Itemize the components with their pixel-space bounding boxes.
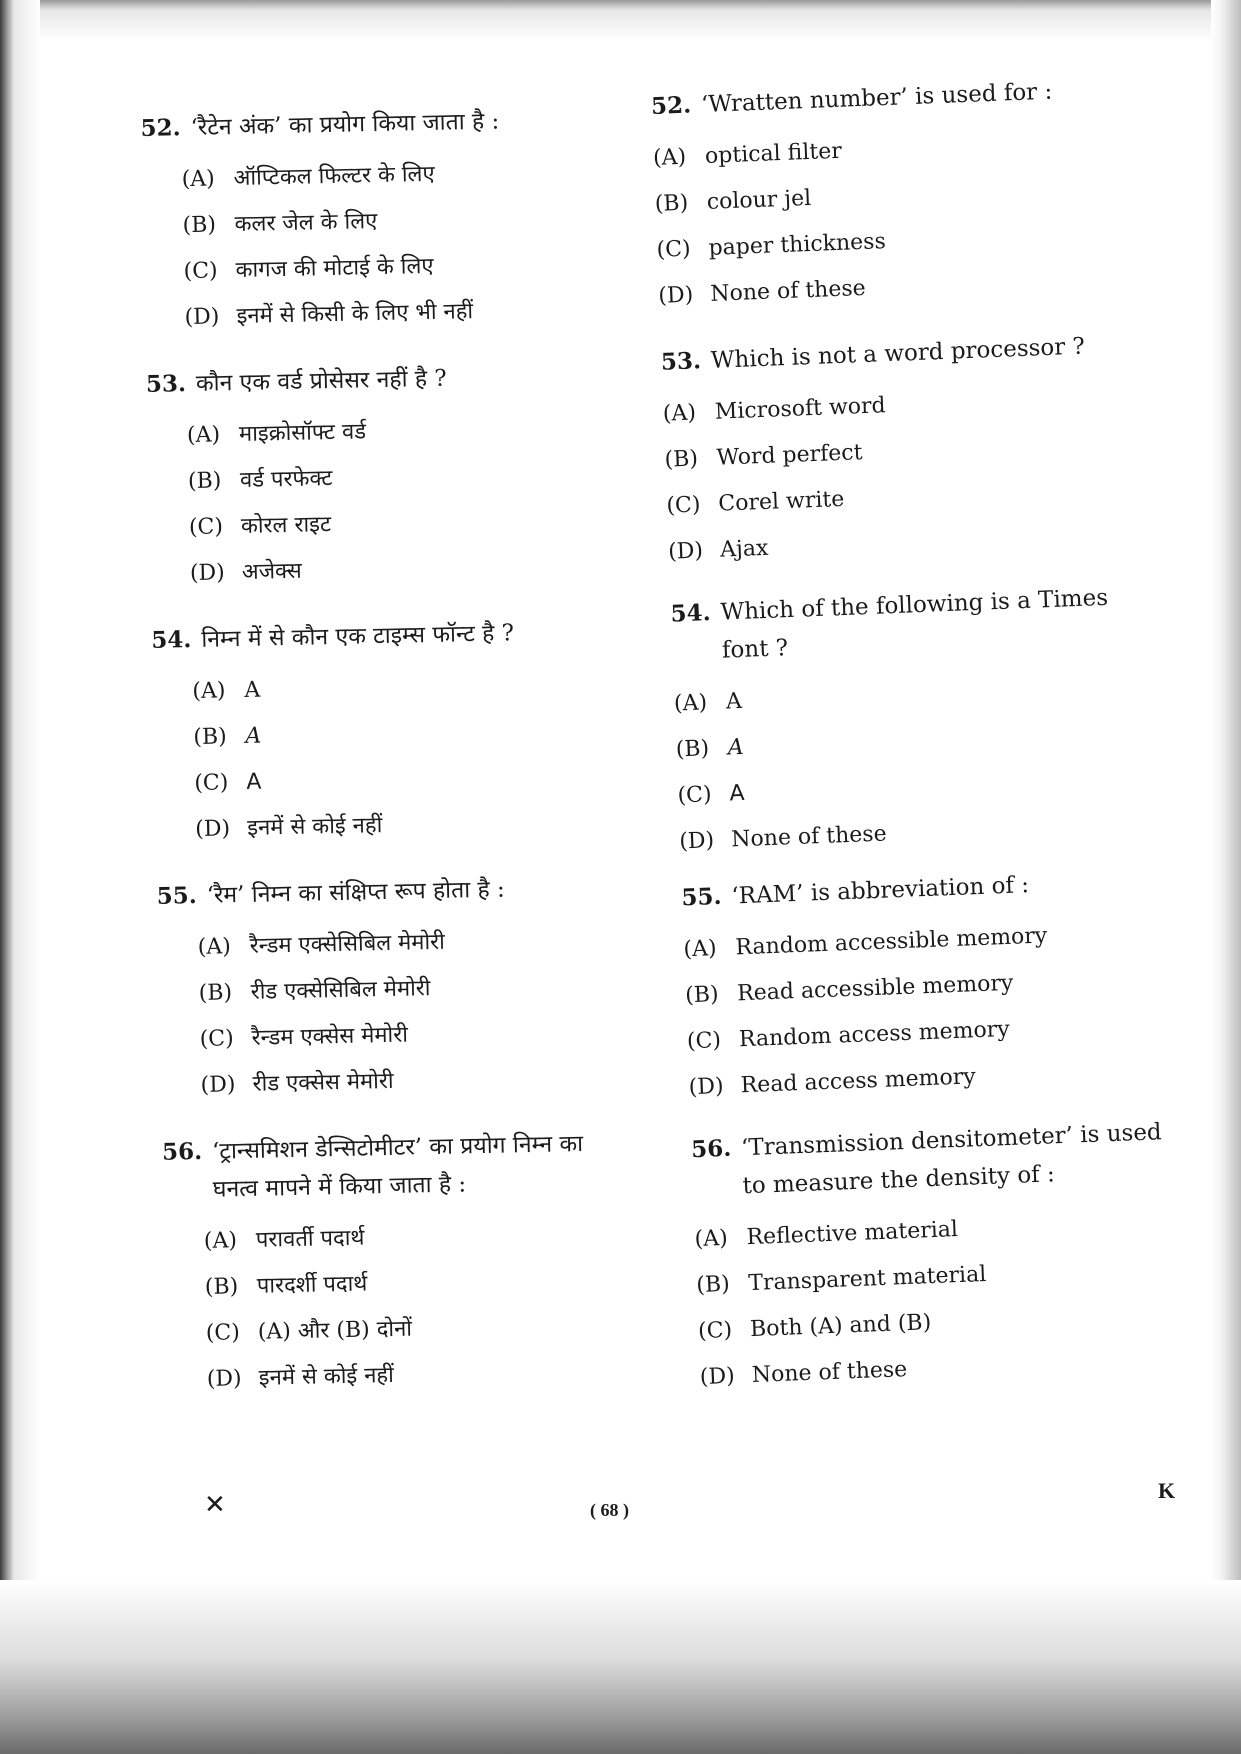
option: (B) A — [675, 734, 745, 763]
question-text: ‘ट्रान्समिशन डेन्सिटोमीटर’ का प्रयोग निम्न का घनत्व मापने में किया जाता है : — [211, 1130, 584, 1203]
option: (B) colour jel — [654, 185, 812, 217]
option: (A) A — [673, 688, 743, 717]
option: (C) paper thickness — [656, 229, 887, 263]
question-number: 56. — [690, 1134, 732, 1164]
question-number: 56. — [161, 1137, 203, 1166]
option: (A) Microsoft word — [662, 393, 887, 427]
question-number: 52. — [140, 114, 181, 142]
option: (D) इनमें से किसी के लिए भी नहीं — [184, 299, 474, 331]
hindi-question-52 — [140, 101, 595, 332]
question-text: ‘रैम’ निम्न का संक्षिप्त रूप होता है : — [206, 876, 506, 909]
option: (A) ऑप्टिकल फिल्टर के लिए — [181, 161, 435, 193]
question-text: ‘Wratten number’ is used for : — [700, 78, 1053, 119]
option: (D) None of these — [678, 821, 888, 855]
english-question-55 — [681, 861, 1179, 1102]
option: (C) (A) और (B) दोनों — [205, 1316, 413, 1346]
question-text: ‘Transmission densitometer’ is used to measure the density of : — [740, 1119, 1163, 1200]
option: (D) Read access memory — [688, 1064, 977, 1101]
english-question-52 — [650, 69, 1148, 310]
question-number: 55. — [156, 881, 197, 910]
question-text: निम्न में से कौन एक टाइम्स फॉन्ट है ? — [201, 620, 515, 653]
option: (D) अजेक्स — [189, 558, 303, 587]
english-question-54 — [670, 577, 1170, 856]
question-text: कौन एक वर्ड प्रोसेसर नहीं है ? — [195, 365, 447, 397]
option: (C) Both (A) and (B) — [697, 1310, 932, 1345]
option: (A) Reflective material — [694, 1217, 959, 1253]
option: (B) Transparent material — [695, 1261, 987, 1299]
option: (C) रैन्डम एक्सेस मेमोरी — [199, 1022, 409, 1052]
option: (C) Corel write — [665, 486, 845, 519]
option: (B) कलर जेल के लिए — [182, 209, 378, 239]
question-number: 52. — [650, 91, 692, 120]
question-number: 54. — [151, 626, 192, 654]
english-question-53 — [660, 325, 1158, 566]
option: (B) रीड एक्सेसिबिल मेमोरी — [198, 976, 431, 1006]
hindi-question-54 — [151, 612, 606, 843]
option: (D) None of these — [657, 275, 867, 309]
option: (A) रैन्डम एक्सेसिबिल मेमोरी — [197, 929, 446, 960]
option: (B) Word perfect — [664, 440, 863, 473]
option: (D) इनमें से कोई नहीं — [206, 1362, 395, 1392]
option: (D) Ajax — [667, 535, 769, 565]
question-text: ‘रैटेन अंक’ का प्रयोग किया जाता है : — [190, 108, 500, 141]
hindi-question-53 — [146, 357, 601, 588]
question-number: 53. — [660, 347, 702, 376]
cross-mark-icon: ✕ — [204, 1490, 226, 1520]
question-number: 53. — [145, 370, 187, 398]
option: (B) वर्ड परफेक्ट — [187, 466, 333, 495]
option: (A) Random accessible memory — [683, 923, 1048, 963]
option: (C) A — [677, 780, 746, 809]
option: (B) Read accessible memory — [684, 970, 1014, 1009]
question-text: Which of the following is a Times font ? — [720, 584, 1109, 664]
option: (A) परावर्ती पदार्थ — [203, 1225, 365, 1254]
option: (A) optical filter — [652, 138, 843, 171]
question-number: 55. — [680, 882, 723, 912]
hindi-question-56 — [162, 1124, 617, 1393]
option: (D) रीड एक्सेस मेमोरी — [200, 1068, 394, 1098]
hindi-question-55 — [156, 868, 611, 1099]
question-text: ‘RAM’ is abbreviation of : — [730, 872, 1030, 910]
option: (C) कोरल राइट — [188, 512, 332, 541]
option: (C) A — [194, 769, 262, 797]
option: (A) माइक्रोसॉफ्ट वर्ड — [186, 419, 367, 449]
option: (A) A — [192, 677, 261, 705]
option: (B) पारदर्शी पदार्थ — [204, 1271, 368, 1300]
english-question-56 — [690, 1112, 1190, 1391]
page-number: ( 68 ) — [590, 1500, 629, 1520]
question-text: Which is not a word processor ? — [710, 333, 1086, 374]
hindi-column — [140, 91, 617, 1394]
question-number: 54. — [670, 599, 712, 628]
option: (C) Random access memory — [686, 1016, 1011, 1055]
option: (D) इनमें से कोई नहीं — [195, 813, 383, 842]
english-column — [650, 59, 1190, 1391]
booklet-code: K — [1158, 1478, 1176, 1503]
option: (B) A — [193, 723, 262, 751]
option: (C) कागज की मोटाई के लिए — [183, 253, 434, 285]
option: (D) None of these — [699, 1357, 908, 1391]
